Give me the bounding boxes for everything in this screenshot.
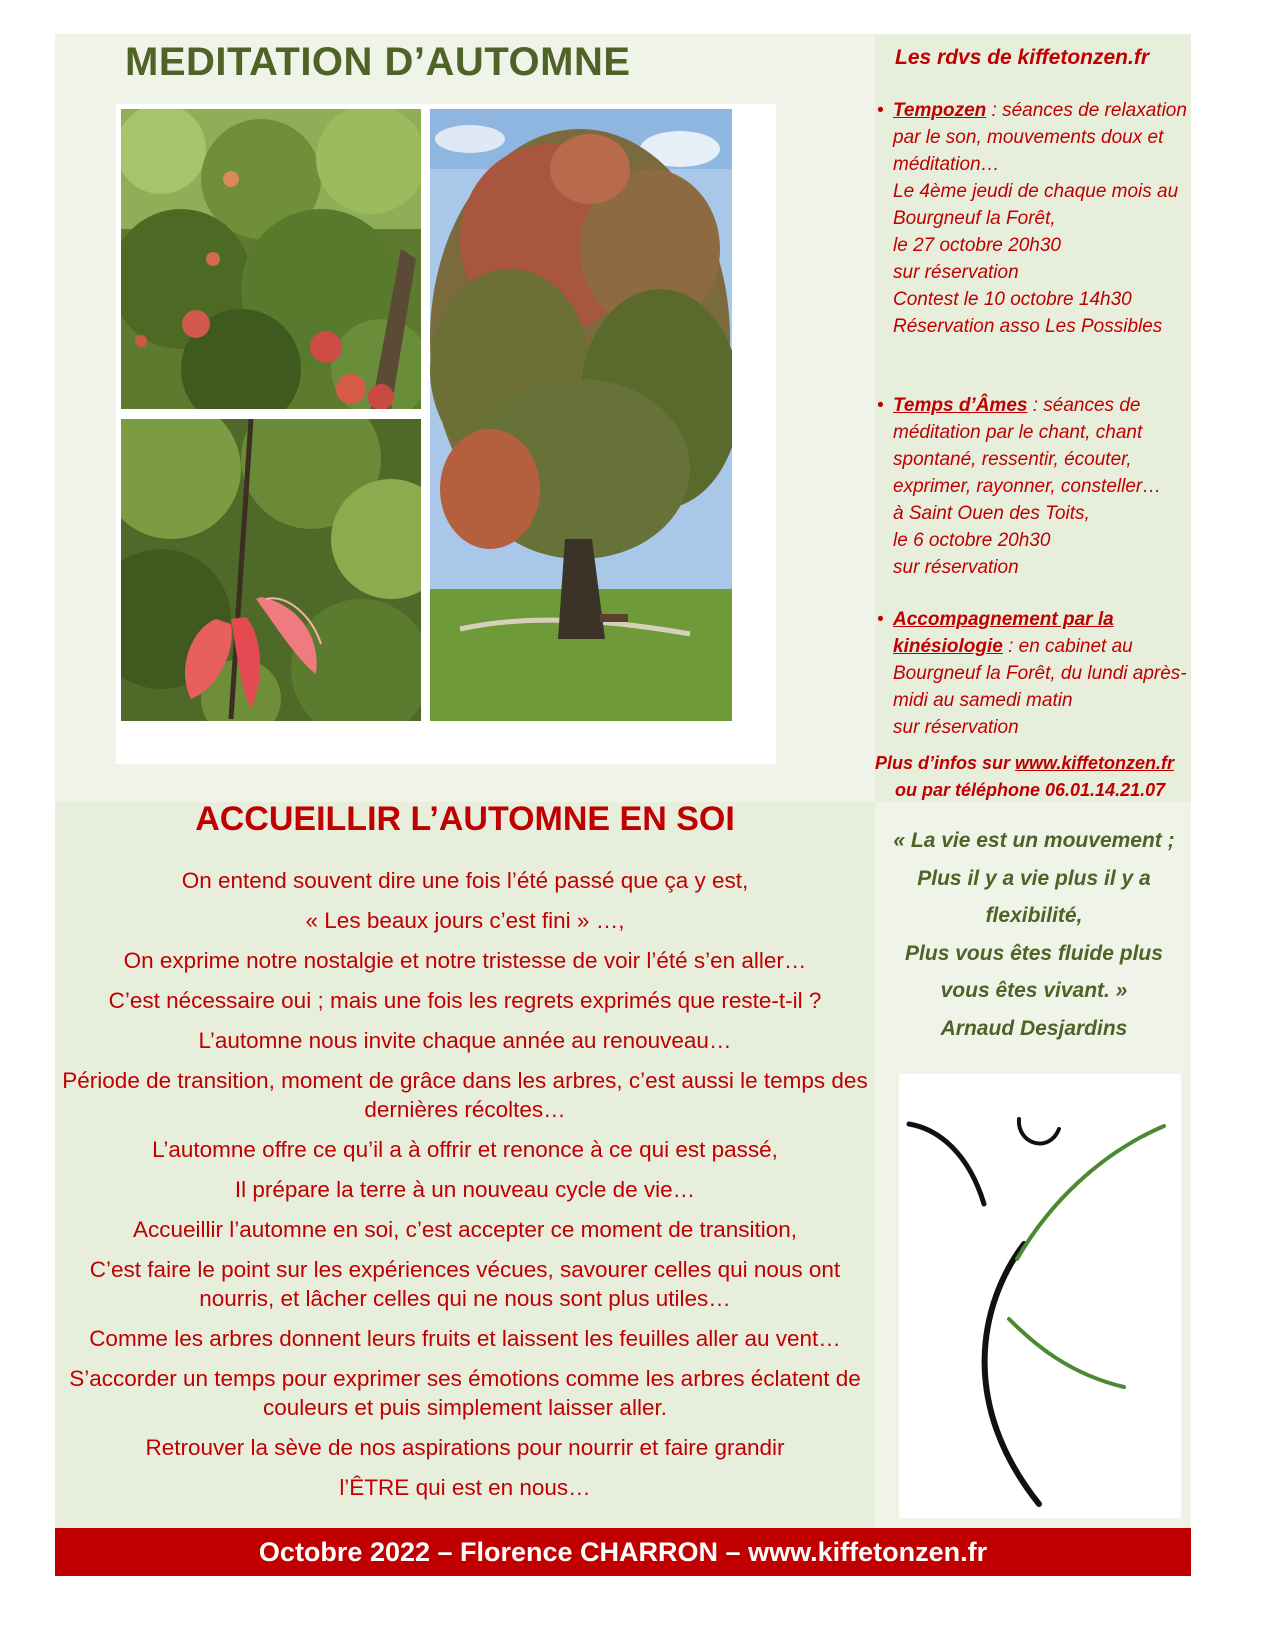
quote-line: Plus vous êtes fluide plus <box>905 941 1163 965</box>
rdv-name-link[interactable]: Accompagnement par la kinésiologie <box>893 609 1114 657</box>
rdv-item-temps-d-ames <box>877 392 1197 581</box>
paragraph: S’accorder un temps pour exprimer ses émotions comme les arbres éclatent de couleurs et puis simplement laisser aller. <box>69 1366 861 1420</box>
quote-line: Plus il y a vie plus il y a <box>917 866 1151 890</box>
rdv-detail: à Saint Ouen des Toits, <box>893 503 1090 524</box>
article-text <box>60 866 870 1513</box>
apple-tree-photo <box>121 109 421 409</box>
phone-info: ou par téléphone 06.01.14.21.07 <box>895 780 1166 800</box>
paragraph: L’automne nous invite chaque année au renouveau… <box>198 1028 732 1053</box>
paragraph: C’est faire le point sur les expériences vécues, savourer celles qui nous ont nourris, et lâcher celles qui ne nous sont plus utiles… <box>89 1257 841 1311</box>
paragraph: On exprime notre nostalgie et notre tristesse de voir l’été s’en aller… <box>123 948 807 973</box>
quote-line: vous êtes vivant. » <box>940 979 1128 1002</box>
rdv-detail: sur réservation <box>893 262 1019 283</box>
rdv-detail: Le 4ème jeudi de chaque mois au Bourgneuf la Forêt, <box>893 181 1179 229</box>
dancer-logo <box>899 1074 1181 1518</box>
rdv-name-link[interactable]: Temps d’Âmes <box>893 395 1028 416</box>
autumn-tree-photo <box>430 109 732 721</box>
quote-line: flexibilité, <box>985 904 1083 927</box>
paragraph: L’automne offre ce qu’il a à offrir et renonce à ce qui est passé, <box>152 1137 778 1162</box>
paragraph: « Les beaux jours c’est fini » …, <box>305 908 625 933</box>
paragraph: Retrouver la sève de nos aspirations pour nourrir et faire grandir <box>145 1435 785 1460</box>
dancer-logo-icon <box>899 1074 1181 1518</box>
rdv-detail: Contest le 10 octobre 14h30 <box>893 289 1132 310</box>
rdv-item-tempozen <box>877 97 1197 340</box>
paragraph: Comme les arbres donnent leurs fruits et laissent les feuilles aller au vent… <box>89 1326 841 1351</box>
rdv-description: : séances de relaxation par le son, mouvements doux et méditation… <box>893 100 1187 175</box>
rdv-title: Les rdvs de kiffetonzen.fr <box>895 46 1150 69</box>
bullet-icon: • <box>877 609 884 630</box>
rdv-detail: sur réservation <box>893 717 1019 738</box>
rdv-description: : séances de méditation par le chant, chant spontané, ressentir, écouter, exprimer, rayonner, consteller… <box>893 395 1162 497</box>
website-link[interactable]: www.kiffetonzen.fr <box>1015 753 1175 773</box>
more-info <box>875 750 1195 804</box>
paragraph: Période de transition, moment de grâce dans les arbres, c’est aussi le temps des dernières récoltes… <box>62 1068 868 1122</box>
section-title: ACCUEILLIR L’AUTOMNE EN SOI <box>195 800 735 838</box>
bullet-icon: • <box>877 395 884 416</box>
quote <box>877 822 1191 1047</box>
paragraph: l’ÊTRE qui est en nous… <box>339 1475 591 1500</box>
rdv-name-link[interactable]: Tempozen <box>893 100 987 121</box>
rdv-detail: sur réservation <box>893 557 1019 578</box>
footer: Octobre 2022 – Florence CHARRON – www.kiffetonzen.fr <box>55 1528 1191 1576</box>
paragraph: On entend souvent dire une fois l’été passé que ça y est, <box>181 868 749 893</box>
page-title: MEDITATION D’AUTOMNE <box>125 40 631 84</box>
rdv-description: : en cabinet au Bourgneuf la Forêt, du lundi après-midi au samedi matin <box>893 636 1187 711</box>
quote-line: « La vie est un mouvement ; <box>893 829 1175 852</box>
more-info-prefix: Plus d’infos sur <box>875 753 1016 773</box>
quote-author: Arnaud Desjardins <box>940 1016 1128 1040</box>
red-leaves-photo <box>121 419 421 721</box>
paragraph: Accueillir l’automne en soi, c’est accepter ce moment de transition, <box>132 1217 798 1242</box>
paragraph: C’est nécessaire oui ; mais une fois les regrets exprimés que reste-t-il ? <box>108 988 822 1013</box>
paragraph: Il prépare la terre à un nouveau cycle de vie… <box>234 1177 696 1202</box>
rdv-item-kinesiologie <box>877 606 1197 741</box>
rdv-detail: le 6 octobre 20h30 <box>893 530 1051 551</box>
bullet-icon: • <box>877 100 884 121</box>
rdv-detail: Réservation asso Les Possibles <box>893 316 1163 337</box>
photo-collage <box>116 104 776 764</box>
rdv-detail: le 27 octobre 20h30 <box>893 235 1061 256</box>
